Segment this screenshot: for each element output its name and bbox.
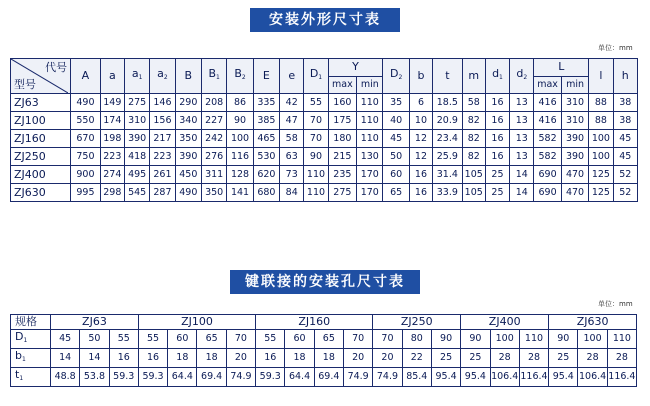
value-cell: 275 — [124, 94, 149, 112]
value-cell: 995 — [71, 184, 101, 202]
value-cell: 74.9 — [226, 368, 255, 387]
value-cell: 298 — [100, 184, 124, 202]
col-header: a — [100, 59, 124, 94]
col-header: $d_1$ — [485, 59, 509, 94]
value-cell: 23.4 — [433, 130, 463, 148]
value-cell: 100 — [490, 330, 519, 349]
model-group-header: ZJ630 — [549, 315, 637, 330]
model-cell: ZJ160 — [11, 130, 71, 148]
value-cell: 620 — [253, 166, 279, 184]
value-cell: 149 — [100, 94, 124, 112]
value-cell: 16 — [485, 148, 509, 166]
value-cell: 80 — [402, 330, 431, 349]
value-cell: 12 — [409, 148, 432, 166]
value-cell: 20.9 — [433, 112, 463, 130]
col-header: l — [589, 59, 613, 94]
value-cell: 311 — [202, 166, 227, 184]
value-cell: 59.3 — [138, 368, 167, 387]
value-cell: 290 — [175, 94, 201, 112]
col-header: A — [71, 59, 101, 94]
value-cell: 287 — [150, 184, 175, 202]
model-group-header: ZJ63 — [51, 315, 139, 330]
value-cell: 25 — [549, 349, 578, 368]
value-cell: 16 — [409, 166, 432, 184]
value-cell: 160 — [328, 94, 356, 112]
value-cell: 116.4 — [607, 368, 636, 387]
col-header: m — [462, 59, 485, 94]
value-cell: 55 — [304, 94, 328, 112]
value-cell: 42 — [280, 94, 304, 112]
value-cell: 70 — [304, 112, 328, 130]
value-cell: 13 — [510, 148, 534, 166]
value-cell: 116.4 — [519, 368, 548, 387]
key-table-title: 键联接的安装孔尺寸表 — [230, 270, 420, 294]
value-cell: 28 — [607, 349, 636, 368]
value-cell: 242 — [202, 130, 227, 148]
row-label: $b_1$ — [11, 349, 51, 368]
value-cell: 170 — [357, 166, 383, 184]
value-cell: 174 — [100, 112, 124, 130]
value-cell: 100 — [227, 130, 253, 148]
value-cell: 490 — [71, 94, 101, 112]
col-header: h — [613, 59, 637, 94]
value-cell: 69.4 — [314, 368, 343, 387]
value-cell: 390 — [561, 148, 588, 166]
value-cell: 18 — [197, 349, 226, 368]
value-cell: 59.3 — [109, 368, 138, 387]
value-cell: 55 — [256, 330, 285, 349]
key-table — [10, 314, 637, 387]
value-cell: 64.4 — [285, 368, 314, 387]
value-cell: 6 — [409, 94, 432, 112]
value-cell: 18 — [168, 349, 197, 368]
col-subheader: min — [561, 76, 588, 94]
value-cell: 95.4 — [431, 368, 460, 387]
value-cell: 490 — [175, 184, 201, 202]
value-cell: 31.4 — [433, 166, 463, 184]
value-cell: 450 — [175, 166, 201, 184]
value-cell: 52 — [613, 166, 637, 184]
value-cell: 223 — [100, 148, 124, 166]
value-cell: 25 — [485, 166, 509, 184]
value-cell: 14 — [510, 166, 534, 184]
value-cell: 13 — [510, 94, 534, 112]
value-cell: 10 — [409, 112, 432, 130]
value-cell: 95.4 — [549, 368, 578, 387]
value-cell: 28 — [519, 349, 548, 368]
value-cell: 690 — [534, 166, 561, 184]
value-cell: 55 — [109, 330, 138, 349]
value-cell: 28 — [578, 349, 607, 368]
col-subheader: min — [357, 76, 383, 94]
value-cell: 690 — [534, 184, 561, 202]
key-table-unit: 单位：mm — [598, 300, 633, 308]
value-cell: 60 — [168, 330, 197, 349]
table-row — [11, 184, 638, 202]
value-cell: 20 — [373, 349, 402, 368]
value-cell: 58 — [462, 94, 485, 112]
col-header: b — [409, 59, 432, 94]
value-cell: 60 — [383, 166, 409, 184]
value-cell: 900 — [71, 166, 101, 184]
col-subheader: max — [328, 76, 356, 94]
value-cell: 45 — [51, 330, 80, 349]
table-row — [11, 94, 638, 112]
value-cell: 545 — [124, 184, 149, 202]
value-cell: 70 — [304, 130, 328, 148]
value-cell: 52 — [613, 184, 637, 202]
value-cell: 25 — [461, 349, 490, 368]
value-cell: 14 — [51, 349, 80, 368]
value-cell: 82 — [462, 148, 485, 166]
value-cell: 275 — [328, 184, 356, 202]
value-cell: 16 — [256, 349, 285, 368]
value-cell: 82 — [462, 112, 485, 130]
value-cell: 18 — [314, 349, 343, 368]
value-cell: 215 — [328, 148, 356, 166]
model-cell: ZJ63 — [11, 94, 71, 112]
value-cell: 582 — [534, 148, 561, 166]
value-cell: 25 — [431, 349, 460, 368]
value-cell: 35 — [383, 94, 409, 112]
value-cell: 14 — [80, 349, 109, 368]
value-cell: 100 — [578, 330, 607, 349]
value-cell: 130 — [357, 148, 383, 166]
value-cell: 350 — [175, 130, 201, 148]
table-row — [11, 166, 638, 184]
value-cell: 235 — [328, 166, 356, 184]
value-cell: 33.9 — [433, 184, 463, 202]
value-cell: 65 — [383, 184, 409, 202]
model-group-header: ZJ400 — [461, 315, 549, 330]
dimension-table-title: 安装外形尺寸表 — [250, 8, 400, 32]
value-cell: 60 — [285, 330, 314, 349]
value-cell: 110 — [357, 130, 383, 148]
value-cell: 82 — [462, 130, 485, 148]
value-cell: 156 — [150, 112, 175, 130]
value-cell: 550 — [71, 112, 101, 130]
value-cell: 416 — [534, 112, 561, 130]
value-cell: 18.5 — [433, 94, 463, 112]
value-cell: 418 — [124, 148, 149, 166]
value-cell: 750 — [71, 148, 101, 166]
value-cell: 18 — [285, 349, 314, 368]
value-cell: 227 — [202, 112, 227, 130]
table-row — [11, 148, 638, 166]
value-cell: 48.8 — [51, 368, 80, 387]
value-cell: 390 — [175, 148, 201, 166]
value-cell: 16 — [485, 112, 509, 130]
col-header: $a_1$ — [124, 59, 149, 94]
value-cell: 25.9 — [433, 148, 463, 166]
value-cell: 390 — [124, 130, 149, 148]
value-cell: 261 — [150, 166, 175, 184]
value-cell: 73 — [280, 166, 304, 184]
value-cell: 335 — [253, 94, 279, 112]
table-row — [11, 112, 638, 130]
value-cell: 59.3 — [256, 368, 285, 387]
col-header: E — [253, 59, 279, 94]
value-cell: 470 — [561, 184, 588, 202]
value-cell: 20 — [226, 349, 255, 368]
value-cell: 106.4 — [578, 368, 607, 387]
value-cell: 310 — [561, 94, 588, 112]
value-cell: 125 — [589, 166, 613, 184]
value-cell: 65 — [314, 330, 343, 349]
table-row — [11, 330, 637, 349]
value-cell: 110 — [304, 166, 328, 184]
value-cell: 22 — [402, 349, 431, 368]
value-cell: 16 — [485, 94, 509, 112]
col-header: $B_1$ — [202, 59, 227, 94]
col-header: $D_1$ — [304, 59, 328, 94]
value-cell: 69.4 — [197, 368, 226, 387]
value-cell: 217 — [150, 130, 175, 148]
value-cell: 28 — [490, 349, 519, 368]
value-cell: 175 — [328, 112, 356, 130]
dimension-table — [10, 58, 638, 202]
value-cell: 70 — [226, 330, 255, 349]
col-header: $a_2$ — [150, 59, 175, 94]
value-cell: 58 — [280, 130, 304, 148]
value-cell: 70 — [373, 330, 402, 349]
value-cell: 350 — [202, 184, 227, 202]
model-cell: ZJ100 — [11, 112, 71, 130]
value-cell: 100 — [589, 130, 613, 148]
col-header: $D_2$ — [383, 59, 409, 94]
value-cell: 276 — [202, 148, 227, 166]
spec-label: 规格 — [11, 315, 51, 330]
dimension-table-unit: 单位：mm — [598, 44, 633, 52]
value-cell: 110 — [519, 330, 548, 349]
value-cell: 16 — [138, 349, 167, 368]
col-header: B — [175, 59, 201, 94]
value-cell: 125 — [589, 184, 613, 202]
value-cell: 223 — [150, 148, 175, 166]
value-cell: 274 — [100, 166, 124, 184]
value-cell: 465 — [253, 130, 279, 148]
value-cell: 390 — [561, 130, 588, 148]
value-cell: 50 — [80, 330, 109, 349]
value-cell: 47 — [280, 112, 304, 130]
value-cell: 208 — [202, 94, 227, 112]
value-cell: 55 — [138, 330, 167, 349]
col-header: $B_2$ — [227, 59, 253, 94]
value-cell: 63 — [280, 148, 304, 166]
col-header: e — [280, 59, 304, 94]
value-cell: 86 — [227, 94, 253, 112]
row-label: $D_1$ — [11, 330, 51, 349]
value-cell: 13 — [510, 112, 534, 130]
value-cell: 106.4 — [490, 368, 519, 387]
value-cell: 198 — [100, 130, 124, 148]
model-cell: ZJ630 — [11, 184, 71, 202]
value-cell: 53.8 — [80, 368, 109, 387]
value-cell: 90 — [431, 330, 460, 349]
value-cell: 90 — [227, 112, 253, 130]
value-cell: 100 — [589, 148, 613, 166]
value-cell: 12 — [409, 130, 432, 148]
value-cell: 64.4 — [168, 368, 197, 387]
value-cell: 470 — [561, 166, 588, 184]
model-group-header: ZJ250 — [373, 315, 461, 330]
value-cell: 141 — [227, 184, 253, 202]
col-subheader: max — [534, 76, 561, 94]
value-cell: 146 — [150, 94, 175, 112]
value-cell: 45 — [613, 130, 637, 148]
value-cell: 38 — [613, 94, 637, 112]
value-cell: 45 — [613, 148, 637, 166]
value-cell: 128 — [227, 166, 253, 184]
value-cell: 70 — [344, 330, 373, 349]
value-cell: 170 — [357, 184, 383, 202]
value-cell: 310 — [124, 112, 149, 130]
value-cell: 16 — [409, 184, 432, 202]
value-cell: 90 — [304, 148, 328, 166]
model-cell: ZJ250 — [11, 148, 71, 166]
value-cell: 680 — [253, 184, 279, 202]
value-cell: 110 — [607, 330, 636, 349]
value-cell: 90 — [549, 330, 578, 349]
value-cell: 16 — [109, 349, 138, 368]
corner-code-label: 代号 — [45, 61, 68, 74]
value-cell: 385 — [253, 112, 279, 130]
value-cell: 310 — [561, 112, 588, 130]
value-cell: 670 — [71, 130, 101, 148]
value-cell: 88 — [589, 94, 613, 112]
value-cell: 74.9 — [373, 368, 402, 387]
value-cell: 530 — [253, 148, 279, 166]
col-header: t — [433, 59, 463, 94]
value-cell: 38 — [613, 112, 637, 130]
table-row — [11, 368, 637, 387]
value-cell: 74.9 — [344, 368, 373, 387]
value-cell: 340 — [175, 112, 201, 130]
value-cell: 95.4 — [461, 368, 490, 387]
model-cell: ZJ400 — [11, 166, 71, 184]
corner-cell — [11, 59, 71, 94]
value-cell: 45 — [383, 130, 409, 148]
value-cell: 180 — [328, 130, 356, 148]
col-header-group: Y — [328, 59, 383, 77]
table-row — [11, 130, 638, 148]
col-header-group: L — [534, 59, 589, 77]
value-cell: 20 — [344, 349, 373, 368]
value-cell: 65 — [197, 330, 226, 349]
value-cell: 105 — [462, 184, 485, 202]
value-cell: 105 — [462, 166, 485, 184]
value-cell: 582 — [534, 130, 561, 148]
table-row — [11, 349, 637, 368]
value-cell: 14 — [510, 184, 534, 202]
value-cell: 116 — [227, 148, 253, 166]
value-cell: 16 — [485, 130, 509, 148]
value-cell: 84 — [280, 184, 304, 202]
value-cell: 110 — [357, 112, 383, 130]
model-group-header: ZJ100 — [138, 315, 255, 330]
value-cell: 90 — [461, 330, 490, 349]
row-label: $t_1$ — [11, 368, 51, 387]
value-cell: 88 — [589, 112, 613, 130]
value-cell: 50 — [383, 148, 409, 166]
corner-model-label: 型号 — [14, 78, 36, 91]
value-cell: 13 — [510, 130, 534, 148]
value-cell: 40 — [383, 112, 409, 130]
value-cell: 25 — [485, 184, 509, 202]
model-group-header: ZJ160 — [256, 315, 373, 330]
col-header: $d_2$ — [510, 59, 534, 94]
value-cell: 85.4 — [402, 368, 431, 387]
value-cell: 495 — [124, 166, 149, 184]
value-cell: 110 — [304, 184, 328, 202]
value-cell: 416 — [534, 94, 561, 112]
value-cell: 110 — [357, 94, 383, 112]
